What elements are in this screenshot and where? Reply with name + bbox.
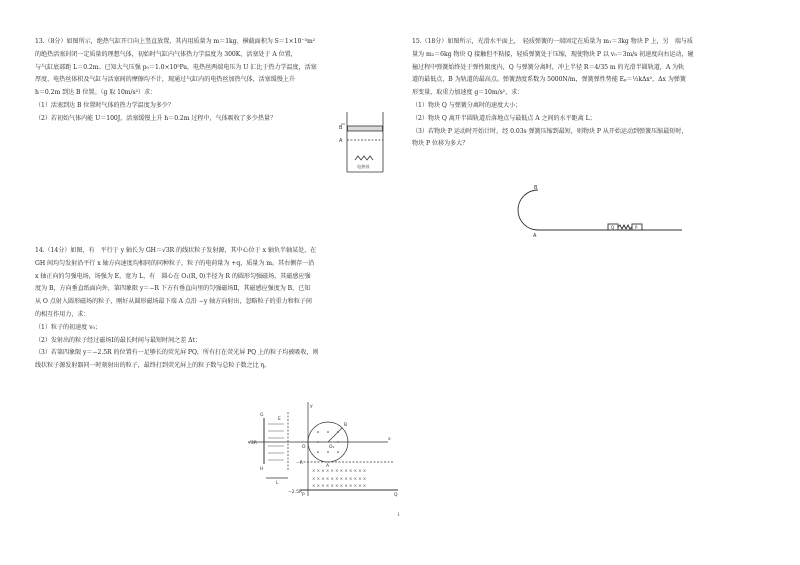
label-p: P — [635, 225, 638, 230]
label-e: E — [278, 417, 281, 422]
label-q: Q — [611, 225, 615, 230]
svg-text:× × × × × × × × × × × ×: × × × × × × × × × × × × — [312, 483, 367, 488]
label-sqrt3r: √3R — [248, 441, 257, 446]
heater-coil — [355, 156, 373, 160]
q15-line: （1）物块 Q 与弹簧分离时的速度大小； — [412, 101, 522, 109]
label-b: B — [344, 423, 348, 428]
q15-figure — [512, 182, 687, 240]
q15-line: 形变量，取重力加速度 g＝10m/s²，求： — [412, 89, 524, 97]
q15-line: 撞过程中弹簧始终处于弹性限度内，Q 与弹簧分离时，冲上半径 R＝4/35 m 的光滑半圆轨道，A 为轨 — [412, 63, 685, 71]
q14-line: x 轴正向的匀强电场，场强为 E，宽为 L，有 圆心在 O₁(R, 0)半径为 R 的圆形匀强磁场，其磁感应强 — [35, 272, 311, 280]
label-neg-r: −R — [296, 461, 303, 466]
q13-line: 与气缸底部距 L＝0.2m。已知大气压强 p₀＝1.0×10⁵Pa，电热丝两端电压为 U 汇比于热力学温度，活塞 — [35, 63, 317, 71]
label-q: Q — [394, 493, 398, 498]
q13-line: （1）活塞到达 B 位置时气体的热力学温度为多少？ — [35, 101, 174, 109]
spring — [618, 225, 632, 229]
question-15 — [412, 36, 762, 151]
q13-line: 13.（8分）如图所示，绝热气缸开口向上竖直放置，其内用质量为 m＝1kg、横截面积为 S＝1×10⁻³m² — [35, 38, 316, 45]
q13-line: （2）若初始气体内能 U＝100J，活塞缓慢上升 h＝0.2m 过程中，气体吸收了多少热量？ — [35, 114, 276, 122]
q13-line: h＝0.2m 到达 B 位置。（g 取 10m/s²）求： — [35, 89, 157, 97]
q14-figure — [238, 400, 406, 498]
label-a: A — [326, 464, 330, 469]
q14-line: 度为 B，方向垂直纸面向外，第四象限 y＝−R 下方有垂直向里的匀强磁场Ⅱ，其磁感应强度为 B，已知 — [35, 285, 311, 293]
q14-line: 线状粒子源发射器同一时刻射出的粒子，最终打到荧光屏上的粒子数与总粒子数之比 η。 — [35, 362, 271, 370]
q15-line: 物块 P 位移为多大？ — [412, 140, 469, 148]
q14-line: （2）发射出的粒子经过磁场Ⅰ的最长时间与最短时间之差 Δt； — [35, 336, 201, 344]
piston — [348, 126, 383, 131]
label-p: P — [302, 493, 305, 498]
label-a: A — [533, 233, 537, 239]
heater-label: 电热丝 — [357, 164, 370, 169]
semicircle-track — [518, 190, 538, 230]
svg-text:× × × × × × × × × × × ×: × × × × × × × × × × × × — [312, 476, 367, 481]
q14-line: 的相互作用力，求： — [35, 310, 90, 318]
svg-text:× × × × × × × × × × × ×: × × × × × × × × × × × × — [312, 468, 367, 473]
q13-line: 的绝热活塞封闭一定质量的理想气体，初始时气缸内气体热力学温度为 300K，活塞处于 A 位置， — [35, 50, 297, 58]
q15-line: 道的最低点，B 为轨道的最高点。弹簧劲度系数为 5000N/m，弹簧弹性势能 Eₚ＝½kΔx²，Δx 为弹簧 — [412, 76, 686, 84]
question-14 — [35, 245, 397, 373]
label-b: B — [339, 125, 343, 131]
q14-line: 14.（14分）如图，有 平行于 y 轴长为 GH＝√3R 的线状粒子发射源，其中心位于 x 轴负半轴某处，在 — [35, 247, 317, 254]
q13-figure — [335, 110, 395, 176]
q14-line: （1）粒子的初速度 v₀； — [35, 323, 101, 331]
label-x: x — [388, 437, 391, 442]
label-o1: O₁ — [329, 445, 335, 450]
q13-line: 厚度、电热丝体积及气缸与活塞间的摩擦均不计，现通过气缸内的电热丝加热气体，活塞缓慢上升 — [35, 76, 295, 84]
q14-line: 从 O 点射入圆形磁场的粒子，刚好从圆形磁场最下端 A 点沿 −y 轴方向射出，忽略粒子的重力和粒子间 — [35, 298, 312, 306]
question-13 — [35, 36, 380, 126]
q14-line: GH 间均匀发射沿平行 x 轴方向速度均相同的同种粒子，粒子的电荷量为 +q、质量为 m。其右侧存一沿 — [35, 259, 315, 267]
label-o: O — [302, 445, 306, 450]
label-b: B — [534, 185, 538, 191]
q15-line: （2）物块 Q 离开半圆轨道后落地点与最低点 A 之间的水平距离 L； — [412, 114, 596, 122]
label-h: H — [260, 467, 264, 472]
radius-line — [328, 428, 342, 442]
page-number: 1 — [397, 512, 401, 518]
q15-line: 15.（18分）如图所示，光滑水平面上， 轻质弹簧的一端固定在质量为 m₁＝3kg 物块 P 上，另 端与质 — [412, 38, 693, 45]
label-y: y — [310, 404, 313, 409]
label-g: G — [260, 413, 264, 418]
q15-line: 量为 m₂＝6kg 物块 Q 接触但不粘接，轻质弹簧处于压缩，现使物块 P 以 v₀＝3m/s 初速度向右运动，碰 — [412, 50, 694, 58]
label-l: L — [276, 481, 279, 486]
label-a: A — [339, 138, 343, 144]
q14-line: （3）若第四象限 y＝−2.5R 的位置有一足够长的荧光屏 PQ，所有打在荧光屏 PQ 上的粒子均被吸收，则 — [35, 349, 319, 357]
q15-line: （3）若物块 P 运动时开始计时，经 0.03s 弹簧压缩到最短，则物块 P 从开始运动到弹簧压缩最短时， — [412, 127, 688, 135]
field-crosses — [312, 468, 366, 488]
label-neg-2-5r: −2.5R — [288, 490, 303, 495]
